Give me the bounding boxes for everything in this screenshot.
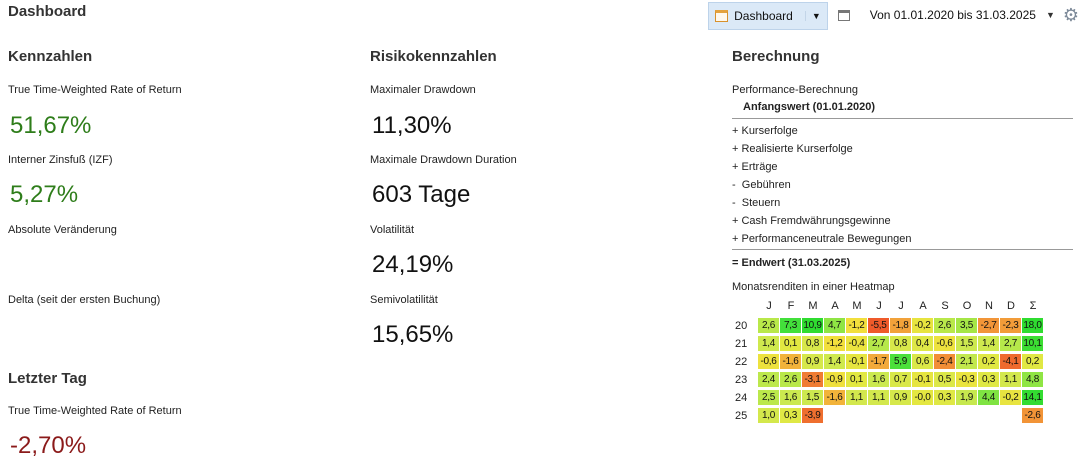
heatmap-cell[interactable]: -0,9 (824, 372, 846, 388)
heatmap-column-label: A (919, 300, 927, 312)
heatmap-cell[interactable]: 1,4 (978, 336, 1000, 352)
heatmap-cell[interactable]: 0,8 (802, 336, 824, 352)
heatmap-cell[interactable]: -0,3 (956, 372, 978, 388)
calc-items-list (732, 122, 911, 248)
toolbar (708, 0, 1079, 30)
page-title: Dashboard (8, 3, 87, 20)
heatmap-cell[interactable]: 14,1 (1022, 390, 1044, 406)
heatmap-cell[interactable]: -0,2 (912, 318, 934, 334)
heatmap-row (732, 389, 1044, 407)
heatmap-cell[interactable]: -0,6 (934, 336, 956, 352)
heatmap-cell[interactable]: 0,9 (890, 390, 912, 406)
calc-item[interactable]: + Kurserfolge (732, 125, 798, 137)
calc-item[interactable]: - Steuern (732, 197, 781, 209)
divider (732, 249, 1073, 250)
heatmap-cell[interactable]: -2,4 (934, 354, 956, 370)
heatmap-cell[interactable]: -1,6 (780, 354, 802, 370)
heatmap-cell[interactable]: 0,9 (802, 354, 824, 370)
heatmap-cell[interactable]: -0,0 (912, 390, 934, 406)
heatmap-column-label: J (766, 300, 772, 312)
heatmap-cell[interactable]: 0,3 (780, 408, 802, 424)
heatmap-cell[interactable]: 1,9 (956, 390, 978, 406)
heatmap-cell[interactable]: -0,2 (1000, 390, 1022, 406)
heatmap-cell[interactable]: 2,7 (868, 336, 890, 352)
heatmap-cell[interactable]: 0,5 (934, 372, 956, 388)
calendar-icon (715, 10, 728, 22)
heatmap-cell (824, 408, 846, 424)
heatmap-cell[interactable]: 1,1 (868, 390, 890, 406)
heatmap-cell[interactable]: 4,4 (978, 390, 1000, 406)
heatmap-column-label: A (831, 300, 839, 312)
calc-item[interactable]: - Gebühren (732, 179, 791, 191)
chevron-down-icon[interactable]: ▼ (805, 11, 821, 21)
heatmap-column-label: D (1007, 300, 1015, 312)
semivolatility-value: 15,65% (372, 321, 454, 348)
heatmap-cell[interactable]: -2,6 (1022, 408, 1044, 424)
delta-label: Delta (seit der ersten Buchung) (8, 294, 161, 306)
heatmap-column-label: F (787, 300, 795, 312)
heatmap-cell[interactable]: 10,9 (802, 318, 824, 334)
max-drawdown-duration-value: 603 Tage (372, 181, 471, 208)
heatmap-cell[interactable]: 0,4 (912, 336, 934, 352)
max-drawdown-label: Maximaler Drawdown (370, 84, 476, 96)
heatmap-cell[interactable]: 1,6 (868, 372, 890, 388)
last-day-ttwror-value: -2,70% (10, 432, 87, 459)
gear-icon[interactable]: ⚙ (1062, 5, 1079, 25)
heatmap-cell[interactable]: 1,4 (758, 336, 780, 352)
heatmap-cell[interactable]: -3,1 (802, 372, 824, 388)
ttwror-label: True Time-Weighted Rate of Return (8, 84, 182, 96)
heatmap-column-label: Σ (1029, 300, 1037, 312)
heatmap-column-label: N (985, 300, 993, 312)
heatmap-title: Monatsrenditen in einer Heatmap (732, 281, 895, 293)
heatmap-cell[interactable]: 2,6 (934, 318, 956, 334)
heatmap-row (732, 353, 1044, 371)
heatmap-cell[interactable]: 0,1 (780, 336, 802, 352)
heatmap-cell[interactable]: 0,6 (912, 354, 934, 370)
heatmap-cell[interactable]: 2,6 (758, 318, 780, 334)
heatmap-cell[interactable]: -1,6 (824, 390, 846, 406)
heatmap-column-label: S (941, 300, 949, 312)
izf-label: Interner Zinsfuß (IZF) (8, 154, 113, 166)
heatmap-cell[interactable]: 2,4 (758, 372, 780, 388)
heatmap-cell (956, 408, 978, 424)
heatmap-cell[interactable]: 0,7 (890, 372, 912, 388)
heatmap-cell[interactable]: 0,2 (978, 354, 1000, 370)
kennzahlen-heading: Kennzahlen (8, 48, 93, 65)
calc-item[interactable]: + Performanceneutrale Bewegungen (732, 233, 912, 245)
ttwror-value: 51,67% (10, 112, 92, 139)
heatmap-row (732, 371, 1044, 389)
heatmap-year-label: 24 (735, 392, 748, 404)
dashboard-selector-label: Dashboard (734, 9, 793, 23)
heatmap-cell[interactable]: 0,3 (934, 390, 956, 406)
heatmap-cell[interactable]: -1,2 (846, 318, 868, 334)
heatmap-cell[interactable]: 4,7 (824, 318, 846, 334)
calc-item[interactable]: + Realisierte Kurserfolge (732, 143, 853, 155)
last-day-ttwror-label: True Time-Weighted Rate of Return (8, 405, 182, 417)
heatmap-cell[interactable]: 1,5 (956, 336, 978, 352)
semivolatility-label: Semivolatilität (370, 294, 438, 306)
heatmap-cell[interactable]: 4,8 (1022, 372, 1044, 388)
heatmap-column-label: M (852, 300, 862, 312)
monthly-returns-heatmap (732, 300, 1044, 425)
heatmap-cell[interactable]: -1,2 (824, 336, 846, 352)
period-chevron-down-icon[interactable]: ▼ (1045, 10, 1055, 20)
calc-item[interactable]: + Cash Fremdwährungsgewinne (732, 215, 891, 227)
heatmap-column-label: M (808, 300, 818, 312)
heatmap-cell[interactable]: -5,5 (868, 318, 890, 334)
absolute-change-label: Absolute Veränderung (8, 224, 117, 236)
heatmap-cell[interactable]: 2,5 (758, 390, 780, 406)
heatmap-row (732, 335, 1044, 353)
heatmap-year-label: 25 (735, 410, 748, 422)
heatmap-cell[interactable]: 0,3 (978, 372, 1000, 388)
volatility-value: 24,19% (372, 251, 454, 278)
heatmap-cell[interactable]: 1,5 (802, 390, 824, 406)
dashboard-selector-button[interactable] (708, 2, 828, 30)
izf-value: 5,27% (10, 181, 79, 208)
heatmap-cell[interactable]: 1,0 (758, 408, 780, 424)
heatmap-year-label: 22 (735, 356, 748, 368)
heatmap-cell[interactable]: -2,3 (1000, 318, 1022, 334)
heatmap-cell[interactable]: 5,9 (890, 354, 912, 370)
heatmap-cell[interactable]: -0,6 (758, 354, 780, 370)
heatmap-cell[interactable]: 0,2 (1022, 354, 1044, 370)
heatmap-cell (912, 408, 934, 424)
period-selector[interactable]: Von 01.01.2020 bis 31.03.2025 (869, 8, 1036, 22)
new-window-icon[interactable] (838, 10, 850, 21)
max-drawdown-value: 11,30% (372, 112, 452, 139)
heatmap-cell[interactable]: 10,1 (1022, 336, 1044, 352)
heatmap-cell (934, 408, 956, 424)
heatmap-row (732, 407, 1044, 425)
heatmap-cell[interactable]: -3,9 (802, 408, 824, 424)
performance-calc-label: Performance-Berechnung (732, 84, 858, 96)
heatmap-cell (846, 408, 868, 424)
heatmap-column-label: J (876, 300, 882, 312)
heatmap-cell (890, 408, 912, 424)
berechnung-heading: Berechnung (732, 48, 820, 65)
heatmap-cell[interactable]: 18,0 (1022, 318, 1044, 334)
heatmap-year-label: 21 (735, 338, 748, 350)
heatmap-cell[interactable]: -1,8 (890, 318, 912, 334)
heatmap-cell[interactable]: 1,1 (1000, 372, 1022, 388)
heatmap-cell[interactable]: 3,5 (956, 318, 978, 334)
heatmap-year-label: 23 (735, 374, 748, 386)
heatmap-header-row (758, 300, 1044, 317)
heatmap-cell[interactable]: 2,1 (956, 354, 978, 370)
heatmap-cell[interactable]: 1,6 (780, 390, 802, 406)
heatmap-cell (868, 408, 890, 424)
heatmap-cell[interactable]: 1,1 (846, 390, 868, 406)
heatmap-cell[interactable]: -0,4 (846, 336, 868, 352)
risiko-heading: Risikokennzahlen (370, 48, 497, 65)
heatmap-cell[interactable]: 2,6 (780, 372, 802, 388)
volatility-label: Volatilität (370, 224, 415, 236)
heatmap-cell[interactable]: 2,7 (1000, 336, 1022, 352)
max-drawdown-duration-label: Maximale Drawdown Duration (370, 154, 517, 166)
heatmap-cell[interactable]: -4,1 (1000, 354, 1022, 370)
anfangswert-label[interactable]: Anfangswert (01.01.2020) (743, 101, 876, 113)
heatmap-column-label: J (898, 300, 904, 312)
heatmap-row (732, 317, 1044, 335)
heatmap-cell (978, 408, 1000, 424)
heatmap-cell[interactable]: -0,1 (846, 354, 868, 370)
endwert-label[interactable]: = Endwert (31.03.2025) (732, 257, 851, 269)
letzter-tag-heading: Letzter Tag (8, 370, 87, 387)
heatmap-cell (1000, 408, 1022, 424)
heatmap-cell[interactable]: -1,7 (868, 354, 890, 370)
heatmap-cell[interactable]: -0,1 (912, 372, 934, 388)
heatmap-column-label: O (962, 300, 972, 312)
calc-item[interactable]: + Erträge (732, 161, 778, 173)
heatmap-year-label: 20 (735, 320, 748, 332)
heatmap-cell[interactable]: 0,8 (890, 336, 912, 352)
heatmap-cell[interactable]: 1,4 (824, 354, 846, 370)
divider (732, 118, 1073, 119)
heatmap-cell[interactable]: -2,7 (978, 318, 1000, 334)
heatmap-cell[interactable]: 7,3 (780, 318, 802, 334)
heatmap-cell[interactable]: 0,1 (846, 372, 868, 388)
